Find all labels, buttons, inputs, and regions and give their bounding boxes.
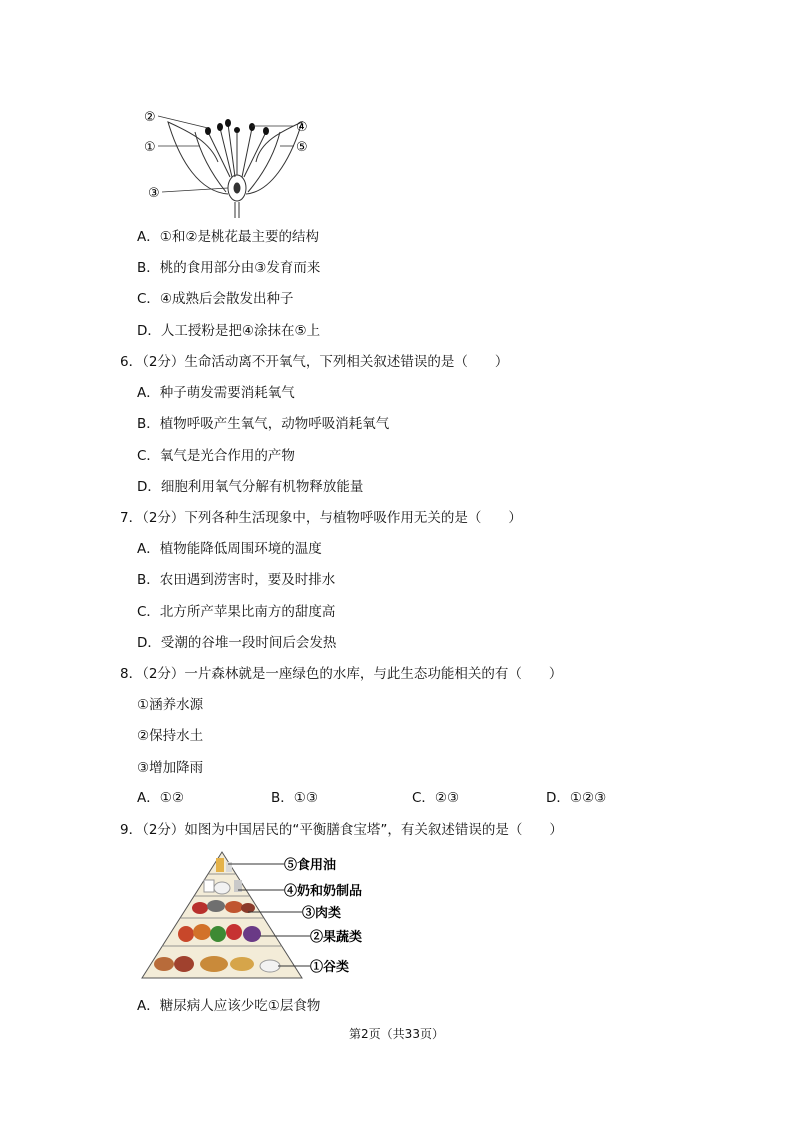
q7-option-c[interactable]: C．北方所产苹果比南方的甜度高 — [137, 604, 336, 620]
q5-option-a[interactable]: A．①和②是桃花最主要的结构 — [137, 229, 319, 245]
food-pyramid-diagram — [138, 850, 388, 982]
q8-option-c[interactable]: C．②③ — [412, 790, 460, 806]
q6-option-b[interactable]: B．植物呼吸产生氧气，动物呼吸消耗氧气 — [137, 416, 390, 432]
q6-option-d[interactable]: D．细胞利用氧气分解有机物释放能量 — [137, 479, 364, 495]
flower-label-1: ① — [144, 140, 156, 155]
pyramid-label-2: ②果蔬类 — [310, 930, 363, 945]
q8-option-a[interactable]: A．①② — [137, 790, 184, 806]
q6-option-c[interactable]: C．氧气是光合作用的产物 — [137, 448, 295, 464]
q8-option-d[interactable]: D．①②③ — [546, 790, 607, 806]
q8-options-row — [137, 789, 657, 807]
flower-label-5: ⑤ — [296, 140, 308, 155]
q9-stem: 9．（2分）如图为中国居民的“平衡膳食宝塔”，有关叙述错误的是（ ） — [120, 822, 563, 838]
q5-option-b[interactable]: B．桃的食用部分由③发育而来 — [137, 260, 321, 276]
pyramid-label-1: ①谷类 — [310, 960, 350, 975]
pyramid-label-3: ③肉类 — [302, 906, 342, 921]
q7-option-a[interactable]: A．植物能降低周围环境的温度 — [137, 541, 322, 557]
q8-option-b[interactable]: B．①③ — [271, 790, 318, 806]
flower-label-3: ③ — [148, 186, 160, 201]
q8-item-3: ③增加降雨 — [137, 760, 204, 776]
flower-label-2: ② — [144, 110, 156, 125]
page-footer: 第2页（共33页） — [349, 1027, 444, 1041]
q6-stem: 6．（2分）生命活动离不开氧气，下列相关叙述错误的是（ ） — [120, 354, 509, 370]
pyramid-label-4: ④奶和奶制品 — [284, 884, 363, 899]
q7-option-d[interactable]: D．受潮的谷堆一段时间后会发热 — [137, 635, 337, 651]
q7-option-b[interactable]: B．农田遇到涝害时，要及时排水 — [137, 572, 336, 588]
q5-option-d[interactable]: D．人工授粉是把④涂抹在⑤上 — [137, 323, 321, 339]
q7-stem: 7．（2分）下列各种生活现象中，与植物呼吸作用无关的是（ ） — [120, 510, 522, 526]
q5-option-c[interactable]: C．④成熟后会散发出种子 — [137, 291, 294, 307]
pyramid-label-5: ⑤食用油 — [284, 858, 337, 873]
q9-option-a[interactable]: A．糖尿病人应该少吃①层食物 — [137, 998, 321, 1014]
flower-label-4: ④ — [296, 120, 308, 135]
q8-item-2: ②保持水土 — [137, 728, 204, 744]
q6-option-a[interactable]: A．种子萌发需要消耗氧气 — [137, 385, 295, 401]
q8-stem: 8．（2分）一片森林就是一座绿色的水库，与此生态功能相关的有（ ） — [120, 666, 563, 682]
flower-diagram — [140, 102, 320, 218]
q8-item-1: ①涵养水源 — [137, 697, 204, 713]
